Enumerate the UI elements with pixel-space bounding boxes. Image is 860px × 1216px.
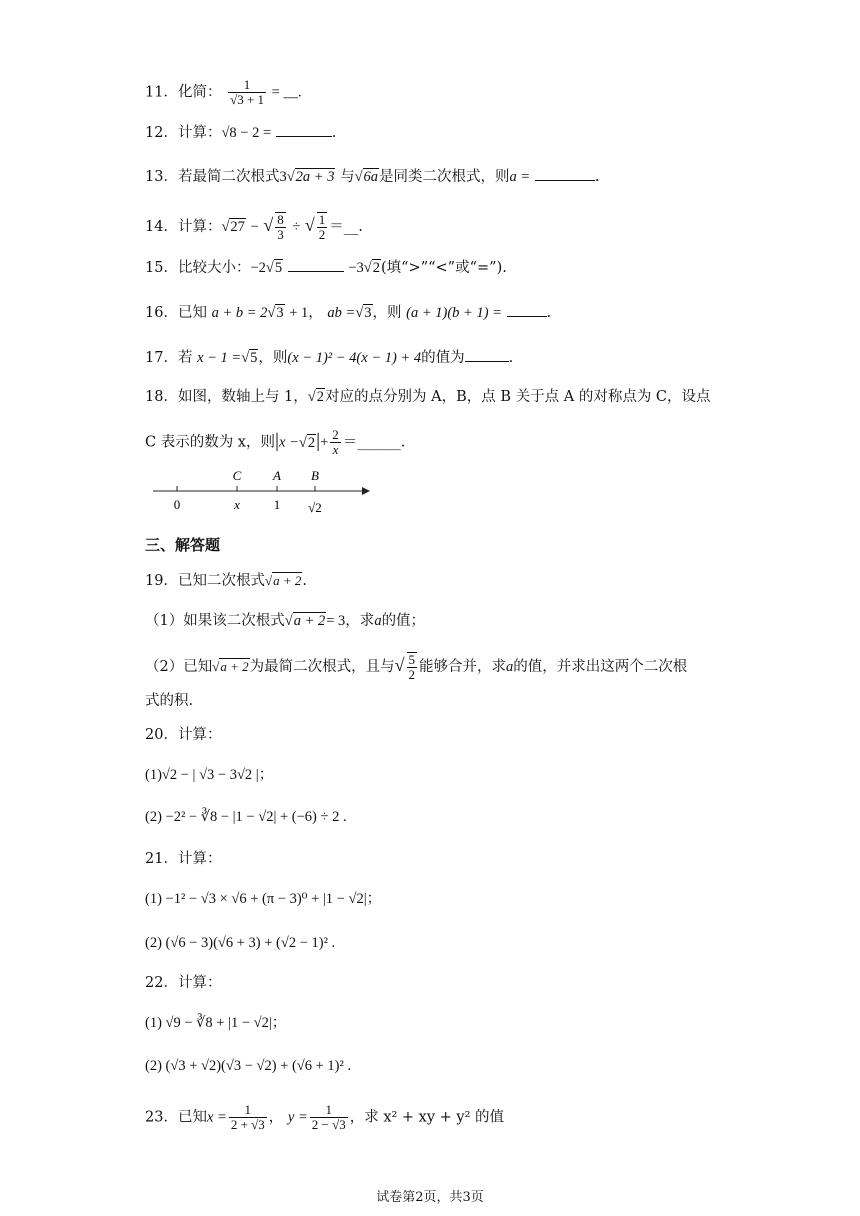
question-number: 13． [145,169,178,185]
math-expression: x − [279,434,299,451]
fraction-denominator: √3 + 1 [230,92,265,107]
fraction-numerator: 8 [277,212,284,227]
part-text: （1）如果该二次根式 [145,613,285,629]
question-text: 已知二次根式 [177,573,265,589]
answer-blank [465,349,509,362]
radicand: 2a + 3 [295,169,335,185]
separator: ， [268,1109,284,1126]
fraction-numerator: 1 [325,1102,332,1117]
question-12 [145,123,336,143]
question-21-part-1: (1) −1² − √3 × √6 + (π − 3)⁰ + |1 − √2|； [145,891,382,907]
value-c: x [234,497,240,512]
radicand: 2 [307,434,316,451]
question-18-line-1 [145,387,711,407]
fraction-numerator: 1 [244,1102,252,1117]
variable: x = [206,1109,227,1126]
fraction [330,428,341,457]
coefficient: −3 [348,260,364,276]
answer-blank: ＝______. [342,434,406,451]
question-21 [145,849,221,869]
question-20 [145,725,221,745]
radical: √27 [221,219,245,235]
radicand: 2 [316,389,325,405]
question-14: 14．计算：√27 − √ $\frac{8}{3}$ ÷ √ $\frac{1}{2}$ ＝__. [145,212,363,242]
question-prompt: 计算： [177,125,222,141]
radical: √3 [355,305,372,321]
fraction-denominator: 2 [318,227,326,242]
part-text: 的值； [381,613,426,629]
fraction [310,1103,348,1132]
radicand: 3 [276,305,284,321]
condition: x − 1 = [197,350,242,366]
fraction-numerator: 2 [332,427,339,442]
math-expression: (x − 1)² − 4(x − 1) + 4 [287,350,422,366]
coefficient: 3 [279,169,287,185]
question-number: 22． [145,975,178,991]
question-prompt: 计算： [177,219,222,235]
question-prompt: 若最简二次根式 [177,169,280,185]
answer-blank [288,259,344,272]
fraction-denominator: 3 [277,227,284,242]
math-expression: (a + 1)(b + 1) = [406,305,502,321]
fraction [317,212,328,242]
radical: √5 [265,260,283,276]
question-number: 18． [145,389,178,405]
question-13 [145,167,599,187]
radicand: 2 [372,260,380,276]
question-prompt: 化简： [177,84,222,101]
condition: a + b = 2 [211,305,268,321]
question-tail: . [508,350,514,366]
variable: a [374,613,382,629]
question-number: 11． [145,84,178,101]
radical: √2 [298,434,316,451]
fraction-denominator: 2 + √3 [230,1117,265,1132]
radicand: 5 [274,260,283,276]
label-b: B [311,468,319,483]
part-text: 的值，并求出这两个二次根 [513,659,688,675]
question-prompt: 计算： [177,727,222,743]
radicand: 27 [230,219,245,235]
question-tail: . [546,305,552,321]
variable: a = [509,169,531,185]
answer-blank [535,168,595,181]
question-16 [145,303,551,323]
radicand: 6a [363,169,379,185]
part-text: 能够合并，求 [419,659,507,675]
connector-text: ，则 [372,305,402,321]
radicand: a + 2 [220,659,249,674]
variable: y = [287,1109,308,1126]
question-22-part-1: (1) √9 − ∛8 + |1 − √2|； [145,1015,287,1031]
question-text: C 表示的数为 x，则 [145,434,275,451]
part-text: 为最简二次根式，且与 [249,659,395,675]
question-number: 12． [145,125,178,141]
denominator-text: 3 + 1 [237,92,265,107]
fraction [407,652,418,682]
question-number: 21． [145,851,178,867]
answer-blank [507,304,547,317]
radical: √5 [241,350,258,366]
radical: √a + 2 [284,613,326,629]
radical: √3 [267,305,284,321]
value-a: 1 [273,497,281,512]
label-c: C [232,468,242,483]
coefficient: −2 [250,260,266,276]
answer-blank [276,124,332,137]
label-a: A [273,468,281,483]
condition: ab = [327,305,356,321]
page-footer: 试卷第2页，共3页 [376,1190,484,1205]
question-19-part-2-cont [145,691,193,711]
fraction [275,212,286,242]
fraction-numerator: 1 [318,212,326,227]
question-tail: . [331,125,337,141]
question-15 [145,258,507,278]
value-b: √2 [308,500,322,515]
question-text: 是同类二次根式，则 [379,169,510,185]
radical: √a + 2 [264,573,302,588]
fraction-numerator: 1 [243,77,251,92]
answer-blank: = __. [268,84,302,101]
hint-text: (填“>”“<”或“=”). [380,260,507,276]
fraction [229,1103,267,1132]
question-20-part-1: (1)√2 − | √3 − 3√2 |； [145,767,274,783]
fraction-denominator: x [330,442,341,457]
question-tail: . [594,169,600,185]
radical: √a + 2 [212,659,249,674]
condition-tail: + 1， [289,305,323,321]
radical: √6a [354,169,379,185]
fraction-denominator: 2 [408,667,416,682]
question-prompt: 计算： [177,975,222,991]
radical: √2a + 3 [286,169,335,185]
question-19-part-2: （2）已知√a + 2为最简二次根式，且与√ $\frac{5}{2}$ 能够合并，求a的值，并求出这两个二次根 [145,652,688,682]
question-tail: . [302,573,307,589]
question-22-part-2: (2) (√3 + √2)(√3 − √2) + (√6 + 1)² . [145,1058,352,1074]
part-text: 式的积. [145,693,194,709]
question-number: 17． [145,350,178,366]
question-prompt: 已知 [177,1109,207,1126]
expression-text: 8 − 2 = [229,125,272,141]
question-number: 20． [145,727,178,743]
fraction [228,78,266,107]
question-22 [145,973,221,993]
radical: √2 [363,260,380,276]
operator: − [250,219,259,235]
question-number: 14． [145,219,178,235]
question-prompt: 已知 [177,305,207,321]
question-17 [145,348,513,368]
radicand: a + 2 [273,573,302,588]
variable: a [506,659,514,675]
connector-text: ，则 [258,350,288,366]
question-19-part-1 [145,611,425,631]
question-text: ，求 x² + xy + y² 的值 [349,1109,505,1126]
question-text: 如图，数轴上与 1， [177,389,308,405]
question-text: 对应的点分别为 A，B，点 B 关于点 A 的对称点为 C，设点 [325,389,711,405]
math-expression: √8 − 2 = [221,125,272,141]
operator: + [320,434,329,451]
radicand: 3 [364,305,372,321]
fraction-numerator: 5 [408,652,416,667]
connector-text: 与 [340,169,355,185]
question-19 [145,571,307,591]
question-23 [145,1103,504,1132]
radical: √2 [307,389,325,405]
number-line-figure [150,465,380,523]
question-number: 15． [145,260,178,276]
operator: ÷ [292,219,301,235]
question-20-part-2: (2) −2² − ∛8 − |1 − √2| + (−6) ÷ 2 . [145,809,347,825]
arrow-head-icon [362,487,370,495]
question-number: 23． [145,1109,178,1126]
question-prompt: 计算： [177,851,222,867]
question-11 [145,78,302,107]
question-prompt: 若 [177,350,193,366]
question-number: 19． [145,573,178,589]
question-18-line-2: C 表示的数为 x，则|x −√2|+ $\frac{2}{x}$ ＝______. [145,427,406,457]
question-text: 的值为 [421,350,465,366]
part-text: （2）已知 [145,659,213,675]
origin-label: 0 [173,497,181,512]
answer-blank: ＝__. [329,219,363,235]
fraction-denominator: 2 − √3 [311,1117,346,1132]
section-title: 三、解答题 [145,536,221,554]
radicand: a + 2 [293,613,326,629]
question-prompt: 比较大小： [177,260,251,276]
part-text: = 3，求 [326,613,375,629]
radicand: 5 [250,350,258,366]
question-21-part-2: (2) (√6 − 3)(√6 + 3) + (√2 − 1)² . [145,935,336,951]
question-number: 16． [145,305,178,321]
